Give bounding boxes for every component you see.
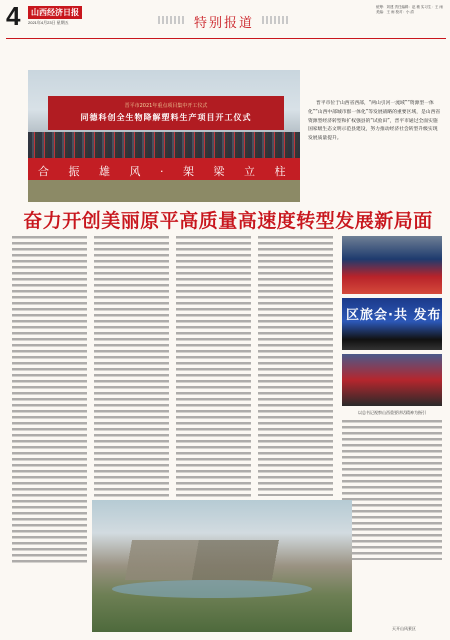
date-line: 2021年4月23日 星期五 <box>28 20 69 25</box>
header-rule <box>6 38 446 39</box>
right-photo-caption: 以总书记视察山西重要讲话精神为指引 <box>358 410 426 415</box>
body-column-1 <box>12 236 87 566</box>
headline: 奋力开创美丽原平高质量高速度转型发展新局面 <box>23 210 433 232</box>
paper-name: 山西经济日报 <box>28 6 82 19</box>
mountains <box>92 540 352 580</box>
page-number: 4 <box>6 1 21 31</box>
section-stripes-left <box>158 16 186 24</box>
right-photo-middle-text: 区旅会·共 发布 <box>346 308 442 323</box>
right-photo-top <box>342 236 442 294</box>
right-photo-bottom <box>342 354 442 406</box>
banner-line1: 晋平市2021年重点项目集中开工仪式 <box>124 103 208 109</box>
section-stripes-right <box>262 16 290 24</box>
hero-photo <box>28 70 300 202</box>
editor-credits: 统筹：刘建 责任编辑：赵 敏 实习生：王 雨 美编：王 雨 校对：小 清 <box>376 5 443 14</box>
ground <box>28 180 300 202</box>
scenic-photo <box>92 500 352 632</box>
scenic-credit: 天开山风景区 <box>392 626 416 631</box>
slogan-strip <box>28 158 300 180</box>
slogan-text: 合 振 雄 风 · 架 梁 立 柱 <box>38 165 294 178</box>
body-column-5 <box>342 420 442 560</box>
right-photo-middle <box>342 298 442 350</box>
crowd <box>28 132 300 158</box>
body-column-4 <box>258 236 333 496</box>
section-header <box>158 6 290 34</box>
banner-line2: 同德科创全生物降解塑料生产项目开工仪式 <box>80 113 252 122</box>
intro-paragraph: 晋平市位于山西省西部，“两山引河一流域”“资源型一体化”“山西中部城市群一体化”等发展战略的重要区域，是山西省资源型经济转型和扩权强县的“试验田”，晋平市通过全面实施国家级生态文明示范县建设，努力推动经济社会转型升级实现发展质量提升。 <box>308 101 441 142</box>
ceremony-banner <box>48 96 284 130</box>
lake <box>112 580 312 598</box>
section-title: 特别报道 <box>194 16 255 31</box>
